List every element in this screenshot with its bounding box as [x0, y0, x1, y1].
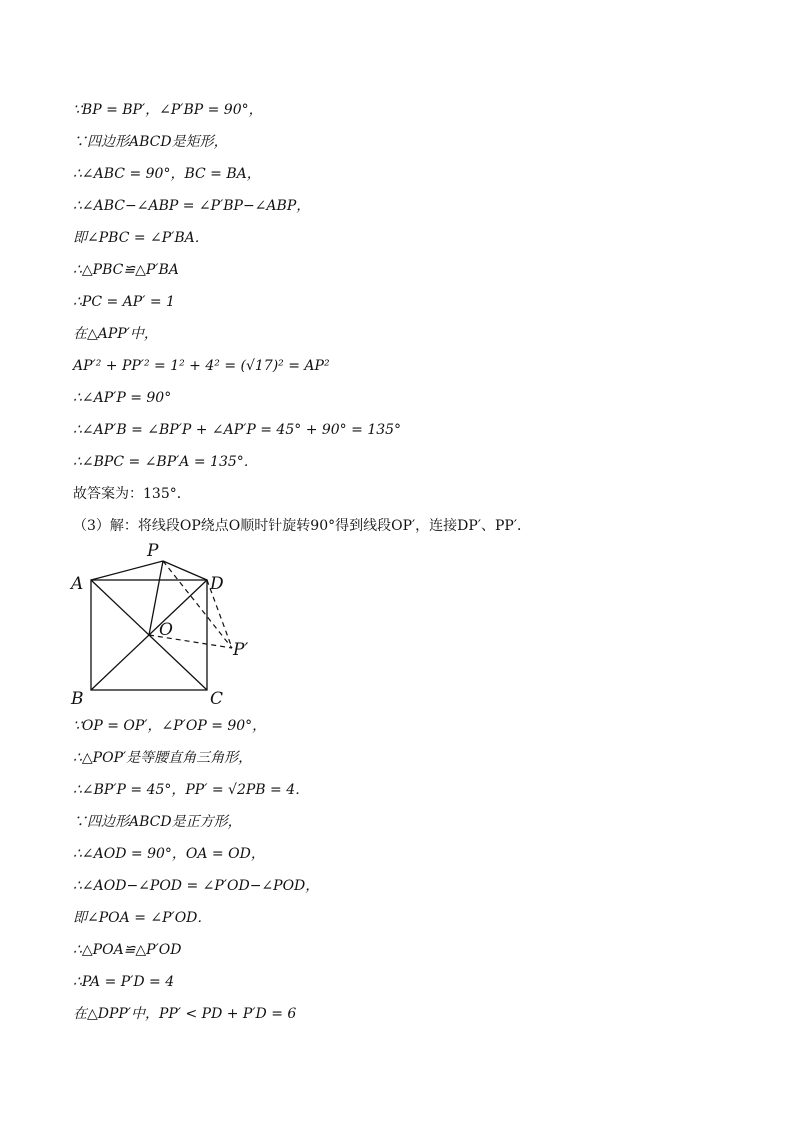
geometry-svg: [68, 538, 268, 713]
text-line: ∴∠AOD = 90°，OA = OD，: [73, 846, 265, 862]
label-p-prime: P′: [233, 640, 249, 660]
text-line: AP′² + PP′² = 1² + 4² = (√17)² = AP²: [73, 358, 330, 374]
text-line: ∴PC = AP′ = 1: [73, 294, 175, 310]
label-b: B: [71, 689, 84, 709]
segment-pa: [91, 561, 163, 580]
text-line: ∴PA = P′D = 4: [73, 974, 175, 990]
text-line: ∴∠AP′P = 90°: [73, 390, 172, 406]
text-line: ∵四边形ABCD是正方形，: [73, 814, 242, 830]
text-line: ∴△POA≌△P′OD: [73, 942, 182, 958]
segment-pd: [163, 561, 207, 580]
text-line: ∴△PBC≌△P′BA: [73, 262, 179, 278]
text-line: ∵OP = OP′，∠P′OP = 90°，: [73, 718, 267, 734]
label-d: D: [210, 574, 224, 594]
label-a: A: [71, 574, 84, 594]
text-line: 在△APP′中，: [73, 326, 158, 342]
text-line: ∴∠BP′P = 45°，PP′ = √2PB = 4．: [73, 782, 310, 798]
text-line: ∴∠BPC = ∠BP′A = 135°．: [73, 454, 258, 470]
label-o: O: [159, 620, 173, 640]
label-p: P: [147, 541, 159, 561]
label-c: C: [210, 689, 224, 709]
geometry-figure: [68, 538, 268, 713]
text-line: ∴△POP′是等腰直角三角形，: [73, 750, 253, 766]
text-line: 即∠PBC = ∠P′BA．: [73, 230, 209, 246]
text-line: ∴∠ABC−∠ABP = ∠P′BP−∠ABP，: [73, 198, 311, 214]
text-line: ∴∠AP′B = ∠BP′P + ∠AP′P = 45° + 90° = 135°: [73, 422, 402, 438]
text-line: 即∠POA = ∠P′OD．: [73, 910, 212, 926]
text-line: ∵BP = BP′，∠P′BP = 90°，: [73, 102, 263, 118]
text-line: ∵四边形ABCD是矩形，: [73, 134, 228, 150]
text-line: ∴∠ABC = 90°，BC = BA，: [73, 166, 261, 182]
text-line: （3）解：将线段OP绕点O顺时针旋转90°得到线段OP′，连接DP′、PP′．: [73, 518, 532, 534]
text-line: 在△DPP′中，PP′ < PD + P′D = 6: [73, 1006, 297, 1022]
text-line: ∴∠AOD−∠POD = ∠P′OD−∠POD，: [73, 878, 320, 894]
text-line: 故答案为：135°．: [73, 486, 191, 502]
